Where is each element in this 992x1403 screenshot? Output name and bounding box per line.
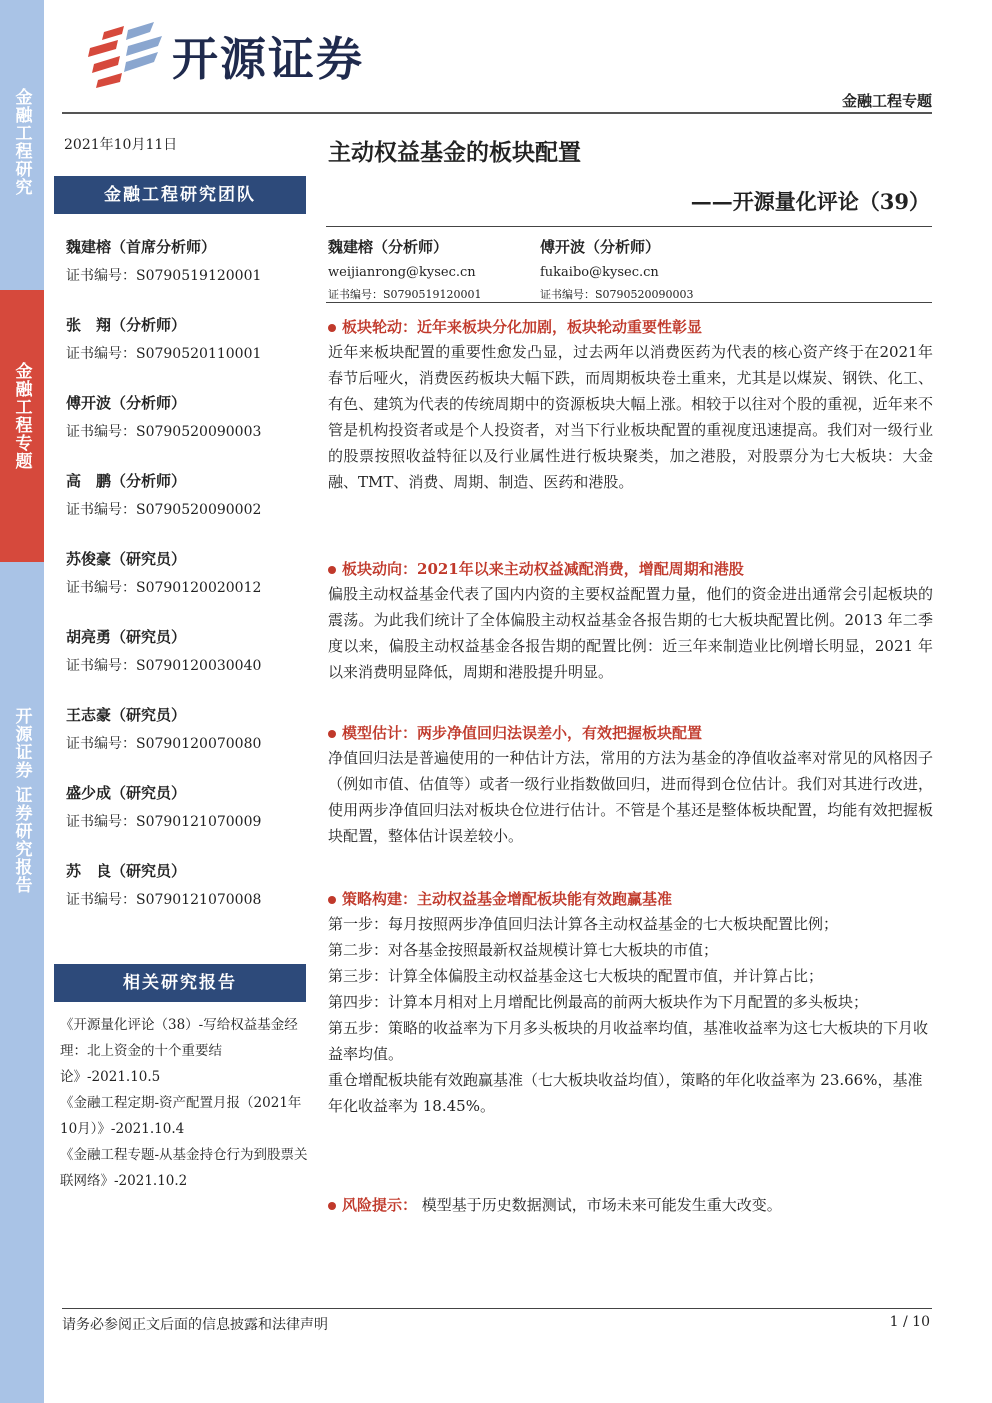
header-divider — [62, 112, 932, 114]
author-card — [540, 236, 694, 302]
author-email-link[interactable]: weijianrong@kysec.cn — [328, 265, 476, 280]
section-heading — [328, 1196, 417, 1214]
author-cert: 证书编号：S0790520090003 — [540, 288, 694, 301]
related-reports-list — [60, 1012, 308, 1194]
author-divider-top — [326, 226, 932, 227]
strategy-summary: 重仓增配板块能有效跑赢基准（七大板块收益均值），策略的年化收益率为 23.66%，基准年化收益率为 18.45%。 — [328, 1071, 923, 1115]
author-divider-bottom — [326, 302, 932, 303]
team-member-name: 高 鹏（分析师） — [66, 472, 187, 490]
team-member — [66, 860, 306, 909]
report-date: 2021年10月11日 — [64, 137, 178, 153]
section-heading — [328, 722, 933, 743]
footer-divider — [62, 1308, 932, 1309]
section-heading — [328, 558, 933, 579]
team-member — [66, 314, 306, 363]
author-name: 傅开波（分析师） — [540, 238, 661, 256]
team-member — [66, 626, 306, 675]
related-report-link[interactable]: 《开源量化评论（38）-写给权益基金经理：北上资金的十个重要结论》-2021.10.5 — [60, 1017, 298, 1085]
section-body: 近年来板块配置的重要性愈发凸显，过去两年以消费医药为代表的核心资产终于在2021年春节后哑火，消费医药板块大幅下跌，而周期板块卷土重来，尤其是以煤炭、钢铁、化工、有色、建筑为代表的传统周期中的资源板块大幅上涨。相较于以往对个股的重视，近年来不管是机构投资者或是个人投资者，对当下行业板块配置的重视度迅速提高。我们对一级行业的股票按照收益特征以及行业属性进行板块聚类，加之港股，对股票分为七大板块：大金融、TMT、消费、周期、制造、医药和港股。 — [328, 343, 933, 491]
logo-mark-icon — [84, 22, 166, 90]
team-member-cert: 证书编号：S0790120030040 — [66, 658, 262, 674]
section-trend — [328, 558, 933, 685]
footer-disclaimer: 请务必参阅正文后面的信息披露和法律声明 — [62, 1317, 328, 1333]
team-title: 金融工程研究团队 — [54, 176, 306, 214]
page-title: 主动权益基金的板块配置 — [328, 139, 581, 166]
team-member — [66, 236, 306, 285]
section-heading-text: 板块动向：2021年以来主动权益减配消费，增配周期和港股 — [342, 560, 744, 578]
section-heading — [328, 316, 933, 337]
section-heading-text: 板块轮动：近年来板块分化加剧，板块轮动重要性彰显 — [342, 318, 703, 336]
team-member-cert: 证书编号：S0790520090003 — [66, 424, 262, 440]
team-member-name: 张 翔（分析师） — [66, 316, 187, 334]
team-member-name: 王志豪（研究员） — [66, 706, 187, 724]
related-report-link[interactable]: 《金融工程定期-资产配置月报（2021年10月）》-2021.10.4 — [60, 1095, 302, 1137]
side-label-top: 金融工程研究 — [11, 88, 32, 196]
risk-text: 模型基于历史数据测试，市场未来可能发生重大改变。 — [421, 1196, 782, 1214]
page-subtitle: ——开源量化评论（39） — [690, 189, 930, 214]
brand-logo — [84, 22, 364, 90]
strategy-step: 第一步：每月按照两步净值回归法计算各主动权益基金的七大板块配置比例； — [328, 915, 839, 933]
section-strategy — [328, 888, 933, 1119]
section-body: 净值回归法是普遍使用的一种估计方法，常用的方法为基金的净值收益率对常见的风格因子（例如市值、估值等）或者一级行业指数做回归，进而得到仓位估计。我们对其进行改进，使用两步净值回归法对板块仓位进行估计。不管是个基还是整体板块配置，均能有效把握板块配置，整体估计误差较小。 — [328, 749, 933, 845]
team-member — [66, 470, 306, 519]
bullet-icon — [328, 730, 336, 738]
team-member-cert: 证书编号：S0790121070009 — [66, 814, 262, 830]
side-stripe-top — [0, 0, 44, 290]
team-member — [66, 704, 306, 753]
section-heading — [328, 888, 933, 909]
team-member-cert: 证书编号：S0790121070008 — [66, 892, 262, 908]
side-label-middle: 金融工程专题 — [11, 362, 32, 470]
side-stripe-bottom — [0, 562, 44, 1403]
team-member-cert: 证书编号：S0790120020012 — [66, 580, 262, 596]
bullet-icon — [328, 1202, 336, 1210]
section-rotation — [328, 316, 933, 495]
bullet-icon — [328, 896, 336, 904]
section-model — [328, 722, 933, 849]
strategy-step: 第二步：对各基金按照最新权益规模计算七大板块的市值； — [328, 941, 719, 959]
bullet-icon — [328, 324, 336, 332]
author-email-link[interactable]: fukaibo@kysec.cn — [540, 265, 659, 280]
team-member-name: 傅开波（分析师） — [66, 394, 187, 412]
team-member-name: 盛少成（研究员） — [66, 784, 187, 802]
team-member-cert: 证书编号：S0790520090002 — [66, 502, 262, 518]
team-member — [66, 548, 306, 597]
team-member-name: 魏建榕（首席分析师） — [66, 238, 217, 256]
author-name: 魏建榕（分析师） — [328, 238, 449, 256]
author-cert: 证书编号：S0790519120001 — [328, 288, 482, 301]
strategy-step: 第四步：计算本月相对上月增配比例最高的前两大板块作为下月配置的多头板块； — [328, 993, 869, 1011]
section-heading-text: 策略构建：主动权益基金增配板块能有效跑赢基准 — [342, 890, 673, 908]
team-member-name: 苏 良（研究员） — [66, 862, 187, 880]
bullet-icon — [328, 566, 336, 574]
section-heading-text: 风险提示： — [342, 1196, 418, 1214]
team-member-name: 胡亮勇（研究员） — [66, 628, 187, 646]
team-member-name: 苏俊豪（研究员） — [66, 550, 187, 568]
strategy-step: 第三步：计算全体偏股主动权益基金这七大板块的配置市值，并计算占比； — [328, 967, 824, 985]
team-member-cert: 证书编号：S0790120070080 — [66, 736, 262, 752]
strategy-step: 第五步：策略的收益率为下月多头板块的月收益率均值，基准收益率为这七大板块的下月收益率均值。 — [328, 1019, 929, 1063]
page-number: 1 / 10 — [889, 1314, 930, 1330]
team-member-cert: 证书编号：S0790519120001 — [66, 268, 262, 284]
side-label-bottom: 开源证券 证券研究报告 — [11, 707, 32, 894]
related-reports-title: 相关研究报告 — [54, 964, 306, 1002]
logo-text: 开源证券 — [172, 32, 364, 86]
team-member-cert: 证书编号：S0790520110001 — [66, 346, 262, 362]
section-risk — [328, 1194, 933, 1215]
related-report-link[interactable]: 《金融工程专题-从基金持仓行为到股票关联网络》-2021.10.2 — [60, 1147, 308, 1189]
section-body: 偏股主动权益基金代表了国内内资的主要权益配置力量，他们的资金进出通常会引起板块的震荡。为此我们统计了全体偏股主动权益基金各报告期的七大板块配置比例。2013 年二季度以来，偏股主动权益基金各报告期的配置比例：近三年来制造业比例增长明显，2021 年以来消费明显降低，周期和港股提升明显。 — [328, 585, 933, 681]
report-category: 金融工程专题 — [841, 92, 932, 110]
author-card — [328, 236, 482, 302]
team-member — [66, 392, 306, 441]
section-heading-text: 模型估计：两步净值回归法误差小，有效把握板块配置 — [342, 724, 703, 742]
side-stripe-middle — [0, 290, 44, 562]
team-member — [66, 782, 306, 831]
